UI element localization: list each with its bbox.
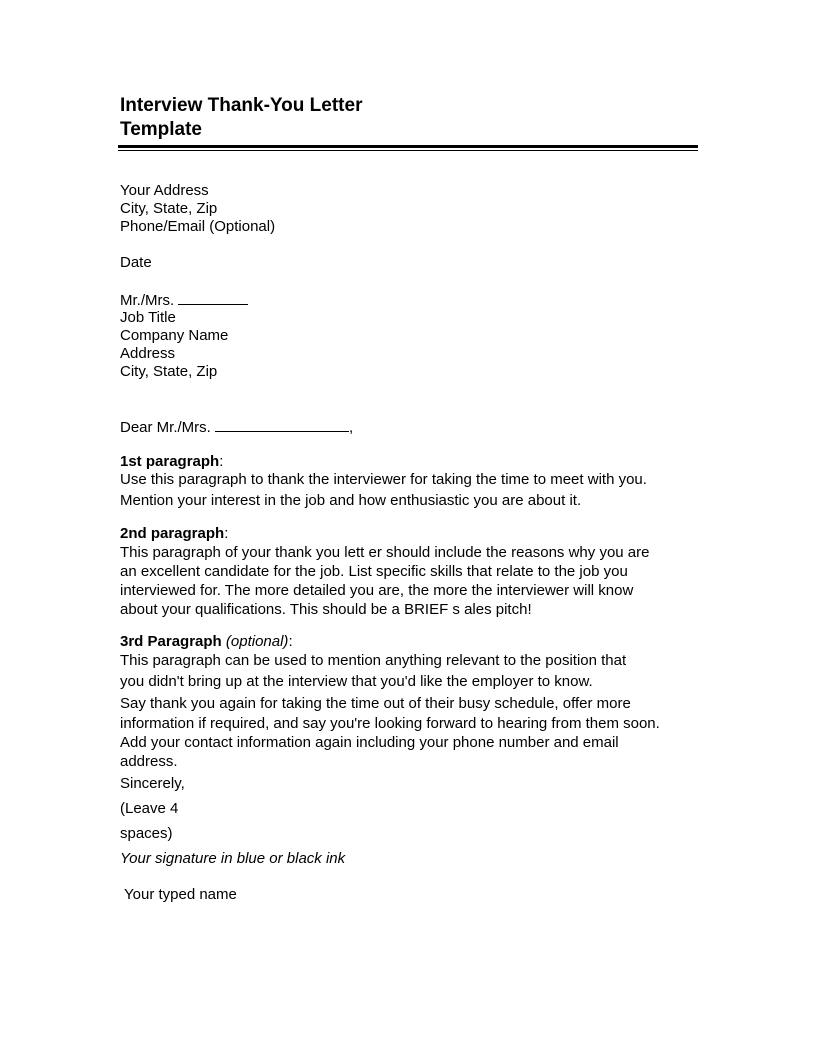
recipient-city: City, State, Zip	[120, 363, 218, 380]
paragraph-3-line: you didn't bring up at the interview that you'd like the employer to know.	[120, 673, 593, 690]
typed-name: Your typed name	[124, 886, 237, 903]
leave-spaces-line-2: spaces)	[120, 825, 173, 842]
recipient-job-title: Job Title	[120, 309, 176, 326]
closing-line: address.	[120, 753, 178, 770]
paragraph-1-line: Mention your interest in the job and how enthusiastic you are about it.	[120, 492, 582, 509]
title-divider	[118, 145, 698, 151]
closing-line: Add your contact information again including your phone number and email	[120, 734, 619, 751]
leave-spaces-line-1: (Leave 4	[120, 800, 179, 817]
paragraph-1-heading: 1st paragraph:	[120, 453, 224, 470]
paragraph-2-line: about your qualifications. This should be a BRIEF s ales pitch!	[120, 601, 532, 618]
recipient-name-blank	[178, 290, 248, 305]
paragraph-1-line: Use this paragraph to thank the interviewer for taking the time to meet with you.	[120, 471, 647, 488]
signature-placeholder: Your signature in blue or black ink	[120, 850, 346, 867]
sender-address: Your Address	[120, 182, 209, 199]
greeting-prefix: Dear Mr./Mrs.	[120, 419, 211, 436]
title-line-2: Template	[120, 119, 203, 140]
sincerely: Sincerely,	[120, 775, 185, 792]
greeting-name-blank	[215, 417, 349, 432]
title-line-1: Interview Thank-You Letter	[120, 95, 363, 116]
paragraph-2-line: an excellent candidate for the job. List specific skills that relate to the job you	[120, 563, 628, 580]
paragraph-3-line: This paragraph can be used to mention anything relevant to the position that	[120, 652, 627, 669]
date: Date	[120, 254, 152, 271]
paragraph-3-heading: 3rd Paragraph (optional):	[120, 633, 293, 650]
page-title	[120, 94, 362, 142]
greeting-comma: ,	[349, 419, 354, 436]
paragraph-2-line: This paragraph of your thank you lett er should include the reasons why you are	[120, 544, 650, 561]
recipient-salutation: Mr./Mrs.	[120, 292, 175, 309]
paragraph-2-line: interviewed for. The more detailed you are, the more the interviewer will know	[120, 582, 634, 599]
sender-contact: Phone/Email (Optional)	[120, 218, 276, 235]
closing-line: information if required, and say you're looking forward to hearing from them soon.	[120, 715, 660, 732]
recipient-address: Address	[120, 345, 176, 362]
closing-line: Say thank you again for taking the time out of their busy schedule, offer more	[120, 695, 631, 712]
recipient-name-line	[120, 290, 248, 310]
optional-label: (optional)	[225, 633, 289, 650]
sender-city: City, State, Zip	[120, 200, 218, 217]
paragraph-2-heading: 2nd paragraph:	[120, 525, 229, 542]
greeting	[120, 417, 353, 437]
recipient-company: Company Name	[120, 327, 229, 344]
